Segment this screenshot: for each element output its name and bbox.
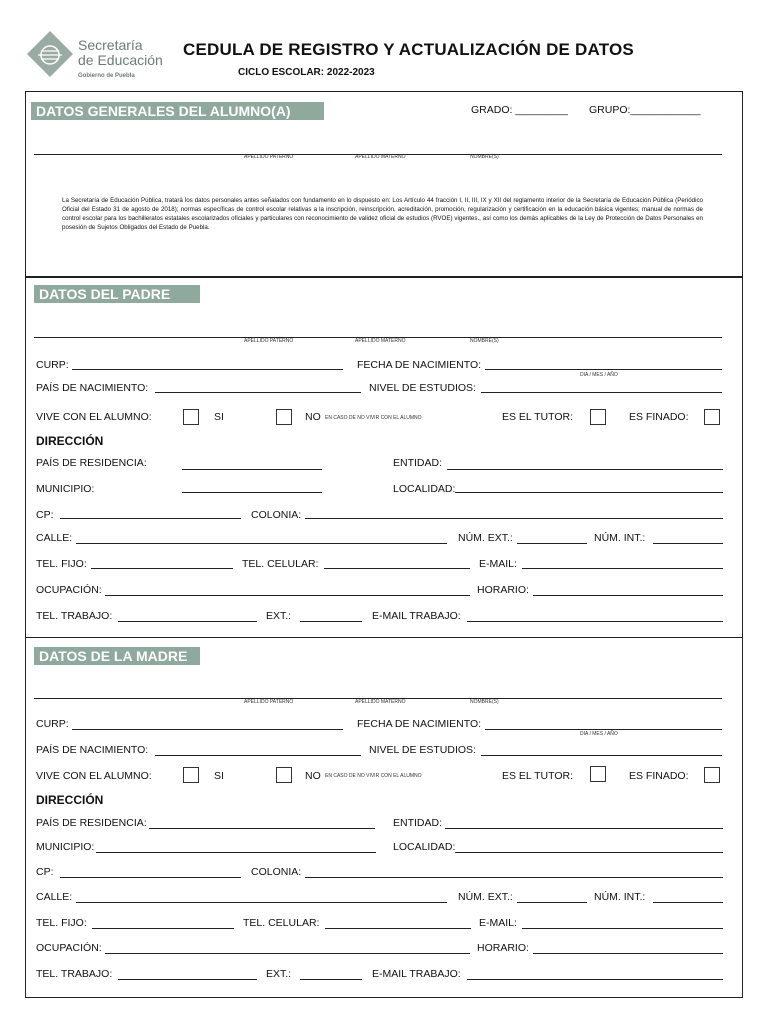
father-nombres-label: NOMBRE(S) <box>470 338 499 344</box>
school-cycle: CICLO ESCOLAR: 2022-2023 <box>238 67 375 78</box>
father-birthdate-input[interactable] <box>485 369 722 370</box>
father-tel-trabajo-input[interactable] <box>118 621 257 622</box>
mother-tel-celular-label: TEL. CELULAR: <box>243 917 320 929</box>
mother-residence-country-input[interactable] <box>149 828 375 829</box>
father-localidad-input[interactable] <box>455 492 723 493</box>
father-si-label: SI <box>214 411 224 423</box>
father-entidad-input[interactable] <box>447 469 723 470</box>
father-email-input[interactable] <box>522 568 723 569</box>
father-no-note: EN CASO DE NO VIVIR CON EL ALUMNO <box>325 415 422 421</box>
mother-curp-input[interactable] <box>72 729 343 730</box>
mother-section-title: DATOS DE LA MADRE <box>34 647 200 665</box>
father-horario-label: HORARIO: <box>477 584 529 596</box>
father-tel-trabajo-label: TEL. TRABAJO: <box>36 610 113 622</box>
mother-tel-trabajo-input[interactable] <box>118 979 257 980</box>
grupo-field[interactable]: GRUPO:____________ <box>589 104 701 116</box>
mother-municipio-label: MUNICIPIO: <box>36 841 95 853</box>
logo-line-1: Secretaría <box>78 37 143 53</box>
father-entidad-label: ENTIDAD: <box>393 457 443 469</box>
father-municipio-label: MUNICIPIO: <box>36 483 95 495</box>
father-municipio-input[interactable] <box>182 492 322 493</box>
father-residence-country-label: PAÍS DE RESIDENCIA: <box>36 457 147 469</box>
mother-curp-label: CURP: <box>36 718 69 730</box>
mother-education-label: NIVEL DE ESTUDIOS: <box>369 744 476 756</box>
privacy-notice: La Secretaría de Educación Pública, tratará los datos personales antes señalados con fundamento en lo dispuesto en: Los Artículo 44 fracción I, II, III, IX y XII del reglamento interior de la Secretaría de Educación Pública (Periódico Oficial del Estado 31 de agosto de 2018); normas específicas de control escolar relativas a la inscripción, reinscripción, acreditación, promoción, regularización y certificación en la educación básica vigentes; manual de normas de control escolar para los bachilleratos estatales escolarizados oficiales y particulares con reconocimiento de validez oficial de estudios (RVOE) vigentes., así como los demás aplicables de la Ley de Protección de Datos Personales en posesión de Sujetos Obligados del Estado de Puebla. <box>62 197 703 231</box>
mother-birthdate-label: FECHA DE NACIMIENTO: <box>357 718 482 730</box>
father-num-int-input[interactable] <box>653 543 723 544</box>
mother-date-format-label: DIA / MES / AÑO <box>580 731 618 737</box>
father-ocupacion-input[interactable] <box>105 595 470 596</box>
father-colonia-label: COLONIA: <box>251 509 302 521</box>
mother-localidad-label: LOCALIDAD: <box>393 841 456 853</box>
mother-lives-with-label: VIVE CON EL ALUMNO: <box>36 770 152 782</box>
father-birth-country-input[interactable] <box>155 392 361 393</box>
father-birthdate-label: FECHA DE NACIMIENTO: <box>357 359 482 371</box>
mother-education-input[interactable] <box>481 755 722 756</box>
father-deceased-checkbox[interactable] <box>704 409 720 425</box>
page-title: CEDULA DE REGISTRO Y ACTUALIZACIÓN DE DATOS <box>183 40 634 59</box>
father-no-label: NO <box>305 411 321 423</box>
mother-horario-label: HORARIO: <box>477 942 529 954</box>
mother-ext-label: EXT.: <box>266 968 292 980</box>
father-ocupacion-label: OCUPACIÓN: <box>36 584 102 596</box>
mother-ocupacion-input[interactable] <box>105 953 470 954</box>
mother-email-label: E-MAIL: <box>479 917 517 929</box>
father-ext-label: EXT.: <box>266 610 292 622</box>
father-tel-celular-label: TEL. CELULAR: <box>242 558 319 570</box>
logo-text <box>78 38 163 84</box>
student-apellido-materno-label: APELLIDO MATERNO <box>355 154 406 160</box>
mother-tutor-checkbox[interactable] <box>590 766 606 782</box>
mother-email-trabajo-label: E-MAIL TRABAJO: <box>372 968 461 980</box>
father-num-ext-input[interactable] <box>517 543 587 544</box>
mother-no-note: EN CASO DE NO VIVIR CON EL ALUMNO <box>325 773 422 779</box>
mother-email-trabajo-input[interactable] <box>467 979 723 980</box>
father-num-ext-label: NÚM. EXT.: <box>458 532 513 544</box>
father-tutor-checkbox[interactable] <box>590 409 606 425</box>
mother-si-label: SI <box>214 770 224 782</box>
mother-localidad-input[interactable] <box>455 852 723 853</box>
grado-field[interactable]: GRADO: _________ <box>471 104 568 116</box>
father-tel-celular-input[interactable] <box>324 568 470 569</box>
mother-si-checkbox[interactable] <box>183 767 199 783</box>
father-tutor-label: ES EL TUTOR: <box>502 411 573 423</box>
father-cp-label: CP: <box>36 509 54 521</box>
mother-apellido-paterno-label: APELLIDO PATERNO <box>244 699 294 705</box>
mother-address-heading: DIRECCIÓN <box>36 793 104 807</box>
student-apellido-paterno-label: APELLIDO PATERNO <box>244 154 294 160</box>
mother-apellido-materno-label: APELLIDO MATERNO <box>355 699 406 705</box>
father-horario-input[interactable] <box>533 595 723 596</box>
mother-entidad-input[interactable] <box>445 828 723 829</box>
mother-tel-trabajo-label: TEL. TRABAJO: <box>36 968 113 980</box>
father-colonia-input[interactable] <box>305 518 723 519</box>
father-section-title: DATOS DEL PADRE <box>34 285 200 303</box>
mother-nombres-label: NOMBRE(S) <box>470 699 499 705</box>
mother-num-ext-label: NÚM. EXT.: <box>458 891 513 903</box>
father-residence-country-input[interactable] <box>182 469 322 470</box>
mother-entidad-label: ENTIDAD: <box>393 817 443 829</box>
father-curp-label: CURP: <box>36 359 69 371</box>
mother-residence-country-label: PAÍS DE RESIDENCIA: <box>36 817 147 829</box>
father-email-trabajo-label: E-MAIL TRABAJO: <box>372 610 461 622</box>
father-email-label: E-MAIL: <box>479 558 517 570</box>
father-education-input[interactable] <box>481 392 722 393</box>
father-tel-fijo-input[interactable] <box>91 568 233 569</box>
father-cp-input[interactable] <box>60 518 241 519</box>
father-tel-fijo-label: TEL. FIJO: <box>36 558 87 570</box>
father-apellido-materno-label: APELLIDO MATERNO <box>355 338 406 344</box>
mother-cp-label: CP: <box>36 866 54 878</box>
mother-cp-input[interactable] <box>60 877 241 878</box>
mother-colonia-label: COLONIA: <box>251 866 302 878</box>
father-lives-with-label: VIVE CON EL ALUMNO: <box>36 411 152 423</box>
mother-tel-celular-input[interactable] <box>325 928 471 929</box>
mother-email-input[interactable] <box>522 928 723 929</box>
father-date-format-label: DIA / MES / AÑO <box>580 372 618 378</box>
mother-no-checkbox[interactable] <box>276 767 292 783</box>
mother-deceased-checkbox[interactable] <box>704 767 720 783</box>
father-address-heading: DIRECCIÓN <box>36 434 104 448</box>
mother-ext-input[interactable] <box>300 979 362 980</box>
mother-calle-input[interactable] <box>76 902 447 903</box>
student-section-title: DATOS GENERALES DEL ALUMNO(A) <box>31 102 324 120</box>
mother-birth-country-input[interactable] <box>155 755 361 756</box>
student-nombres-label: NOMBRE(S) <box>470 154 499 160</box>
mother-num-ext-input[interactable] <box>517 902 587 903</box>
mother-ocupacion-label: OCUPACIÓN: <box>36 942 102 954</box>
father-calle-input[interactable] <box>76 543 447 544</box>
father-birth-country-label: PAÍS DE NACIMIENTO: <box>36 382 149 394</box>
mother-tutor-label: ES EL TUTOR: <box>502 770 573 782</box>
father-localidad-label: LOCALIDAD: <box>393 483 456 495</box>
father-ext-input[interactable] <box>300 621 362 622</box>
father-num-int-label: NÚM. INT.: <box>594 532 646 544</box>
father-email-trabajo-input[interactable] <box>467 621 723 622</box>
father-no-checkbox[interactable] <box>276 409 292 425</box>
logo-line-3: Gobierno de Puebla <box>78 73 135 79</box>
father-calle-label: CALLE: <box>36 532 73 544</box>
secretaria-logo-icon <box>26 30 74 78</box>
mother-no-label: NO <box>305 770 321 782</box>
mother-birthdate-input[interactable] <box>485 729 722 730</box>
mother-tel-fijo-label: TEL. FIJO: <box>36 917 87 929</box>
mother-birth-country-label: PAÍS DE NACIMIENTO: <box>36 744 149 756</box>
mother-horario-input[interactable] <box>533 953 723 954</box>
mother-num-int-label: NÚM. INT.: <box>594 891 646 903</box>
mother-municipio-input[interactable] <box>96 852 376 853</box>
father-curp-input[interactable] <box>72 369 343 370</box>
father-si-checkbox[interactable] <box>183 409 199 425</box>
mother-calle-label: CALLE: <box>36 891 73 903</box>
father-deceased-label: ES FINADO: <box>629 411 689 423</box>
mother-colonia-input[interactable] <box>305 877 723 878</box>
mother-num-int-input[interactable] <box>653 902 723 903</box>
mother-deceased-label: ES FINADO: <box>629 770 689 782</box>
father-apellido-paterno-label: APELLIDO PATERNO <box>244 338 294 344</box>
father-education-label: NIVEL DE ESTUDIOS: <box>369 382 476 394</box>
logo-line-2: de Educación <box>78 52 163 68</box>
mother-tel-fijo-input[interactable] <box>92 928 234 929</box>
